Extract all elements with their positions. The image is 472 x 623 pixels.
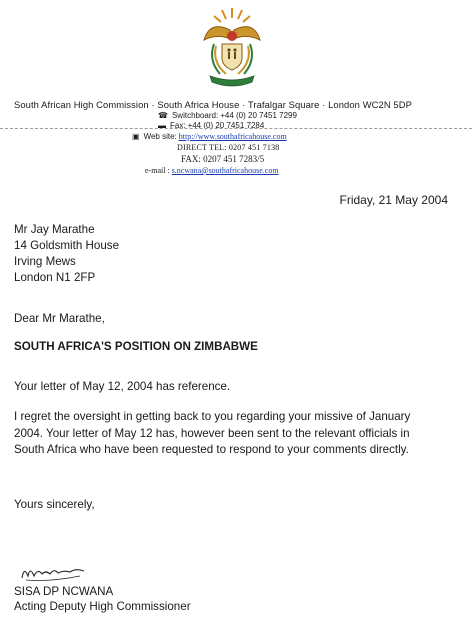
recipient-address-line1: 14 Goldsmith House xyxy=(14,239,120,252)
website-line: ▣ Web site: http://www.southafricahouse.com xyxy=(132,132,287,141)
signatory-name: SISA DP NCWANA xyxy=(14,585,114,598)
letterhead-address: South African High Commission · South Africa House · Trafalgar Square · London WC2N 5DP xyxy=(14,99,412,110)
sun-rays xyxy=(214,8,250,22)
recipient-address-line3: London N1 2FP xyxy=(14,271,96,284)
direct-fax: FAX: 0207 451 7283/5 xyxy=(181,154,265,164)
protea-flower xyxy=(227,31,237,41)
shield xyxy=(222,44,242,70)
computer-icon: ▣ xyxy=(132,132,140,141)
website-link[interactable]: http://www.southafricahouse.com xyxy=(178,132,287,141)
email-line: e-mail : s.ncwana@southafricahouse.com xyxy=(145,166,279,175)
fax-line: ▬ Fax: +44 (0) 20 7451 7284 xyxy=(158,121,265,130)
recipient-address-line2: Irving Mews xyxy=(14,255,76,268)
motto-ribbon xyxy=(210,76,254,86)
letter-date: Friday, 21 May 2004 xyxy=(339,193,448,207)
coat-of-arms-logo xyxy=(196,4,268,92)
email-link[interactable]: s.ncwana@southafricahouse.com xyxy=(171,166,279,175)
closing: Yours sincerely, xyxy=(14,498,95,511)
telephone-icon: ☎ xyxy=(158,111,168,120)
header-divider xyxy=(0,128,472,129)
handwritten-signature xyxy=(20,562,88,584)
letter-subject: SOUTH AFRICA'S POSITION ON ZIMBABWE xyxy=(14,340,258,353)
fax-icon: ▬ xyxy=(158,121,166,130)
recipient-name: Mr Jay Marathe xyxy=(14,223,95,236)
paragraph-1: Your letter of May 12, 2004 has reference. xyxy=(14,380,231,393)
switchboard-line: ☎ Switchboard: +44 (0) 20 7451 7299 xyxy=(158,111,297,120)
salutation: Dear Mr Marathe, xyxy=(14,312,105,325)
direct-tel: DIRECT TEL: 0207 451 7138 xyxy=(177,143,280,152)
paragraph-2: I regret the oversight in getting back to you regarding your missive of January 2004. Your letter of May 12 has, however been sent to the relevant officials in South Africa who have been requested to respond to your comments directly. xyxy=(14,410,411,456)
signatory-title: Acting Deputy High Commissioner xyxy=(14,600,191,613)
